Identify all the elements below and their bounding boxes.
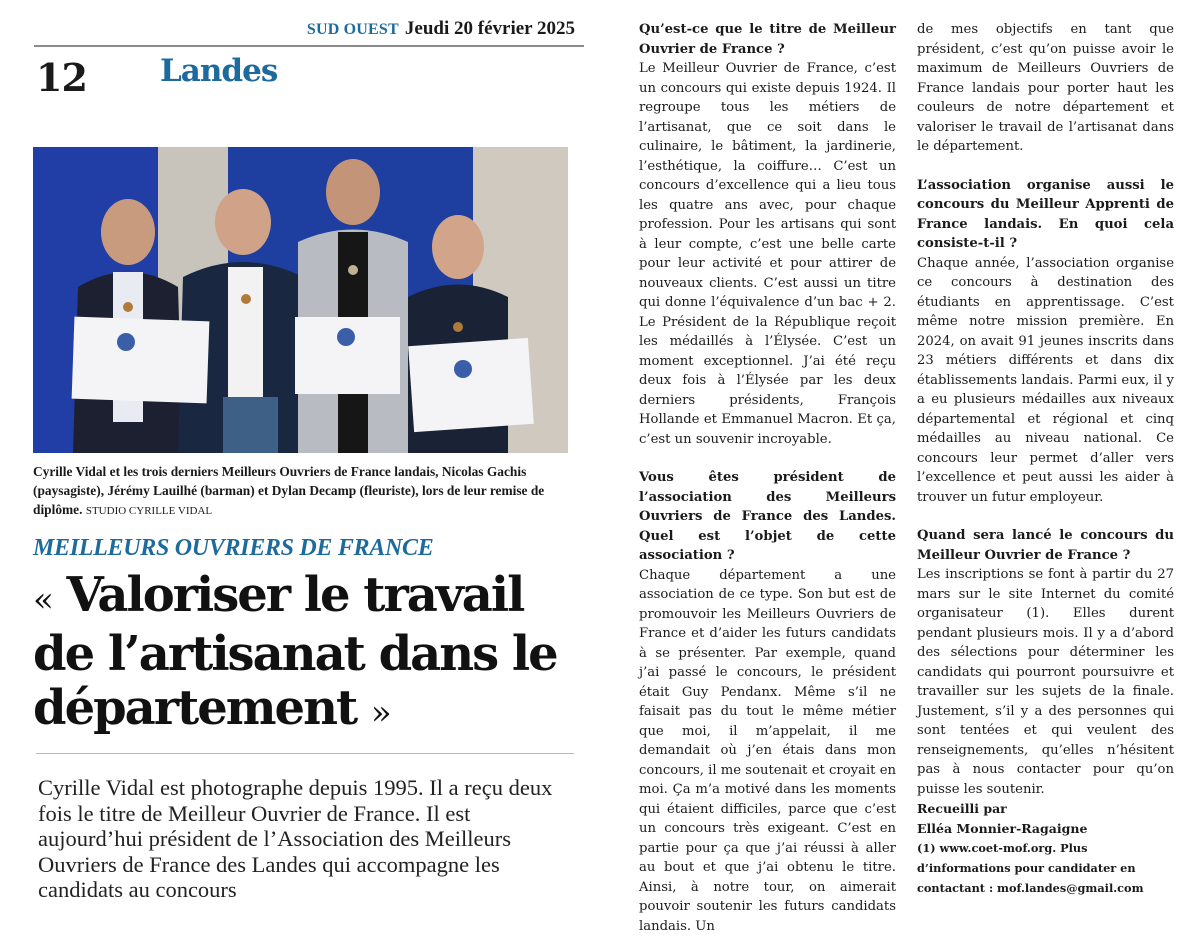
quote-open: « [33,580,52,620]
section-title: Landes [160,53,278,89]
page-number: 12 [36,55,87,100]
answer-1: Le Meilleur Ouvrier de France, c’est un concours qui existe depuis 1924. Il regroupe tous les métiers de l’artisanat, que ce soit dans le culinaire, le bâtiment, la jardinerie, l’esthétique, la coiffure… C’est un concours d’excellence qui a lieu tous les quatre ans avec, pour chaque profession. Pour les artisans qui sont à leur compte, c’est une belle carte pour leur activité et pour attirer de nouveaux clients. C’est aussi un titre qui donne l’équivalence d’un bac + 2. Le Président de la République reçoit les médaillés à l’Élysée. C’est un moment exceptionnel. J’ai été reçu deux fois à l’Élysée par les deux derniers présidents, François Hollande et Emmanuel Macron. Et ça, c’est un souvenir incroyable. [639,61,896,447]
masthead [280,18,575,40]
article-column-1 [639,20,896,936]
photo-credit: STUDIO CYRILLE VIDAL [85,505,213,517]
answer-3: Chaque année, l’association organise ce concours à destination des étudiants en apprentissage. C’est même notre mission première. En 2024, on avait 91 jeunes inscrits dans 23 métiers différents et dans dix établissements landais. Parmi eux, il y a eu plusieurs médailles aux niveaux départemental et régional et cinq médailles au niveau national. Ce concours leur permet d’aller vers l’excellence et peut aussi les aider à trouver un futur employeur. [917,255,1174,505]
photo-caption [33,462,573,521]
newspaper-brand: SUD OUEST [306,21,399,38]
photo-illustration-icon [33,147,568,453]
article-photo [33,147,568,453]
spacer [639,449,896,468]
article-headline [33,568,593,740]
footnote: (1) www.coet-mof.org. Plus d’informations pour candidater en contactant : mof.landes@gmail.com [917,841,1144,895]
quote-close: » [370,693,390,733]
answer-2-continued: de mes objectifs en tant que président, c’est qu’on puisse avoir le maximum de Meilleurs Ouvriers de France landais pour porter haut les couleurs de notre département et valoriser le travail de l’artisanat dans le département. [917,22,1174,154]
article-kicker: MEILLEURS OUVRIERS DE FRANCE [33,535,434,561]
byline-label: Recueilli par [917,801,1007,816]
byline-name: Elléa Monnier-Ragaigne [917,820,1088,836]
headline-text: Valoriser le travail de l’artisanat dans le département [33,567,557,736]
article-standfirst: Cyrille Vidal est photographe depuis 1995. Il a reçu deux fois le titre de Meilleur Ouvrier de France. Il est aujourd’hui président de l’Association des Meilleurs Ouvriers de France des Landes qui accompagne les candidats au concours [38,775,553,902]
article-column-2 [917,20,1174,898]
question-2: Vous êtes président de l’association des Meilleurs Ouvriers de France des Landes. Quel est l’objet de cette association ? [639,470,896,563]
issue-date: Jeudi 20 février 2025 [404,18,575,39]
question-1: Qu’est-ce que le titre de Meilleur Ouvrier de France ? [639,22,896,57]
header-rule [34,45,584,47]
headline-rule [36,753,574,754]
question-3: L’association organise aussi le concours du Meilleur Apprenti de France landais. En quoi cela consiste-t-il ? [917,177,1174,251]
caption-text: Cyrille Vidal et les trois derniers Meilleurs Ouvriers de France landais, Nicolas Gachis (paysagiste), Jérémy Lauilhé (barman) et Dylan Decamp (fleuriste), lors de leur remise de diplôme. [33,464,545,517]
question-4: Quand sera lancé le concours du Meilleur Ouvrier de France ? [917,528,1174,563]
spacer [917,157,1174,176]
answer-4: Les inscriptions se font à partir du 27 mars sur le site Internet du comité organisateur (1). Elles durent pendant plusieurs mois. Il y a d’abord des sélections pour déterminer les candidats qui pourront poursuivre et travailler sur les sujets de la finale. Justement, s’il y a des personnes qui sont tentées et qui veulent des renseignements, qu’elles n’hésitent pas à nous contacter pour qu’on puisse les soutenir. [917,567,1174,797]
answer-2: Chaque département a une association de ce type. Son but est de promouvoir les Meilleurs Ouvriers de France et d’aider les futurs candidats à se présenter. Par exemple, quand j’ai passé le concours, le président était Guy Pendanx. Même s’il ne faisait pas du tout le même métier que moi, il m’appelait, il me demandait où j’en étais dans mon concours, il me soutenait et croyait en moi. Ça m’a motivé dans les moments qui étaient difficiles, parce que c’est un concours très exigeant. C’est en partie pour ça que j’ai réussi à aller au bout et que j’ai obtenu le titre. Ainsi, à notre tour, on aimerait pouvoir soutenir les futurs candidats landais. Un [639,567,896,934]
spacer [917,507,1174,526]
